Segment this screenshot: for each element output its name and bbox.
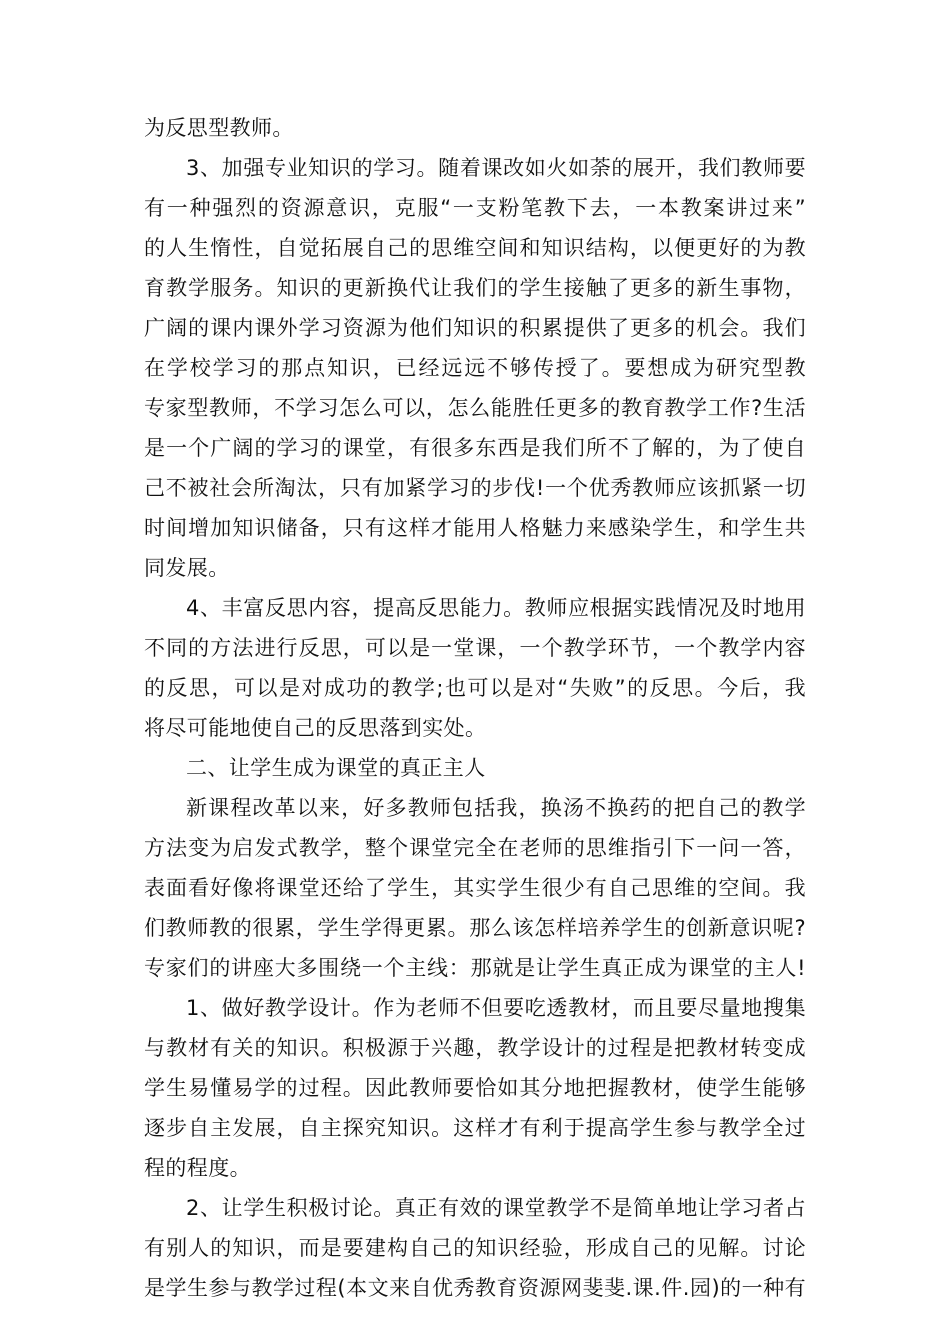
paragraph-first-line: 新课程改革以来，好多教师包括我，换汤不换药的把自己的教学	[186, 796, 806, 820]
text-line: 育教学服务。知识的更新换代让我们的学生接触了更多的新生事物，	[144, 276, 806, 300]
text-line: 不同的方法进行反思，可以是一堂课，一个教学环节，一个教学内容	[144, 636, 806, 660]
text-line: 专家们的讲座大多围绕一个主线：那就是让学生真正成为课堂的主人!	[144, 956, 806, 980]
text-line: 是一个广阔的学习的课堂，有很多东西是我们所不了解的，为了使自	[144, 436, 806, 460]
body-text	[144, 108, 806, 1308]
text-line: 有一种强烈的资源意识，克服“一支粉笔教下去，一本教案讲过来”	[144, 196, 806, 220]
text-line: 是学生参与教学过程(本文来自优秀教育资源网斐斐.课.件.园)的一种有	[144, 1276, 806, 1300]
text-line: 在学校学习的那点知识，已经远远不够传授了。要想成为研究型教	[144, 356, 806, 380]
text-line: 为反思型教师。	[144, 116, 294, 140]
text-line: 广阔的课内课外学习资源为他们知识的积累提供了更多的机会。我们	[144, 316, 806, 340]
paragraph-first-line: 2、让学生积极讨论。真正有效的课堂教学不是简单地让学习者占	[186, 1196, 806, 1220]
text-line: 程的程度。	[144, 1156, 251, 1180]
text-line: 的人生惰性，自觉拓展自己的思维空间和知识结构，以便更好的为教	[144, 236, 806, 260]
text-line: 的反思，可以是对成功的教学;也可以是对“失败”的反思。今后，我	[144, 676, 806, 700]
text-line: 时间增加知识储备，只有这样才能用人格魅力来感染学生，和学生共	[144, 516, 806, 540]
paragraph-first-line: 3、加强专业知识的学习。随着课改如火如荼的展开，我们教师要	[186, 156, 806, 180]
text-line: 有别人的知识，而是要建构自己的知识经验，形成自己的见解。讨论	[144, 1236, 806, 1260]
text-line: 逐步自主发展，自主探究知识。这样才有利于提高学生参与教学全过	[144, 1116, 806, 1140]
text-line: 学生易懂易学的过程。因此教师要恰如其分地把握教材，使学生能够	[144, 1076, 806, 1100]
paragraph-first-line: 4、丰富反思内容，提高反思能力。教师应根据实践情况及时地用	[186, 596, 806, 620]
text-line: 同发展。	[144, 556, 230, 580]
paragraph-first-line: 1、做好教学设计。作为老师不但要吃透教材，而且要尽量地搜集	[186, 996, 806, 1020]
text-line: 表面看好像将课堂还给了学生，其实学生很少有自己思维的空间。我	[144, 876, 806, 900]
section-heading: 二、让学生成为课堂的真正主人	[186, 756, 486, 780]
text-line: 们教师教的很累，学生学得更累。那么该怎样培养学生的创新意识呢?	[144, 916, 806, 940]
text-line: 方法变为启发式教学，整个课堂完全在老师的思维指引下一问一答，	[144, 836, 806, 860]
text-line: 专家型教师，不学习怎么可以，怎么能胜任更多的教育教学工作?生活	[144, 396, 806, 420]
text-line: 将尽可能地使自己的反思落到实处。	[144, 716, 487, 740]
text-line: 己不被社会所淘汰，只有加紧学习的步伐!一个优秀教师应该抓紧一切	[144, 476, 806, 500]
text-line: 与教材有关的知识。积极源于兴趣，教学设计的过程是把教材转变成	[144, 1036, 806, 1060]
